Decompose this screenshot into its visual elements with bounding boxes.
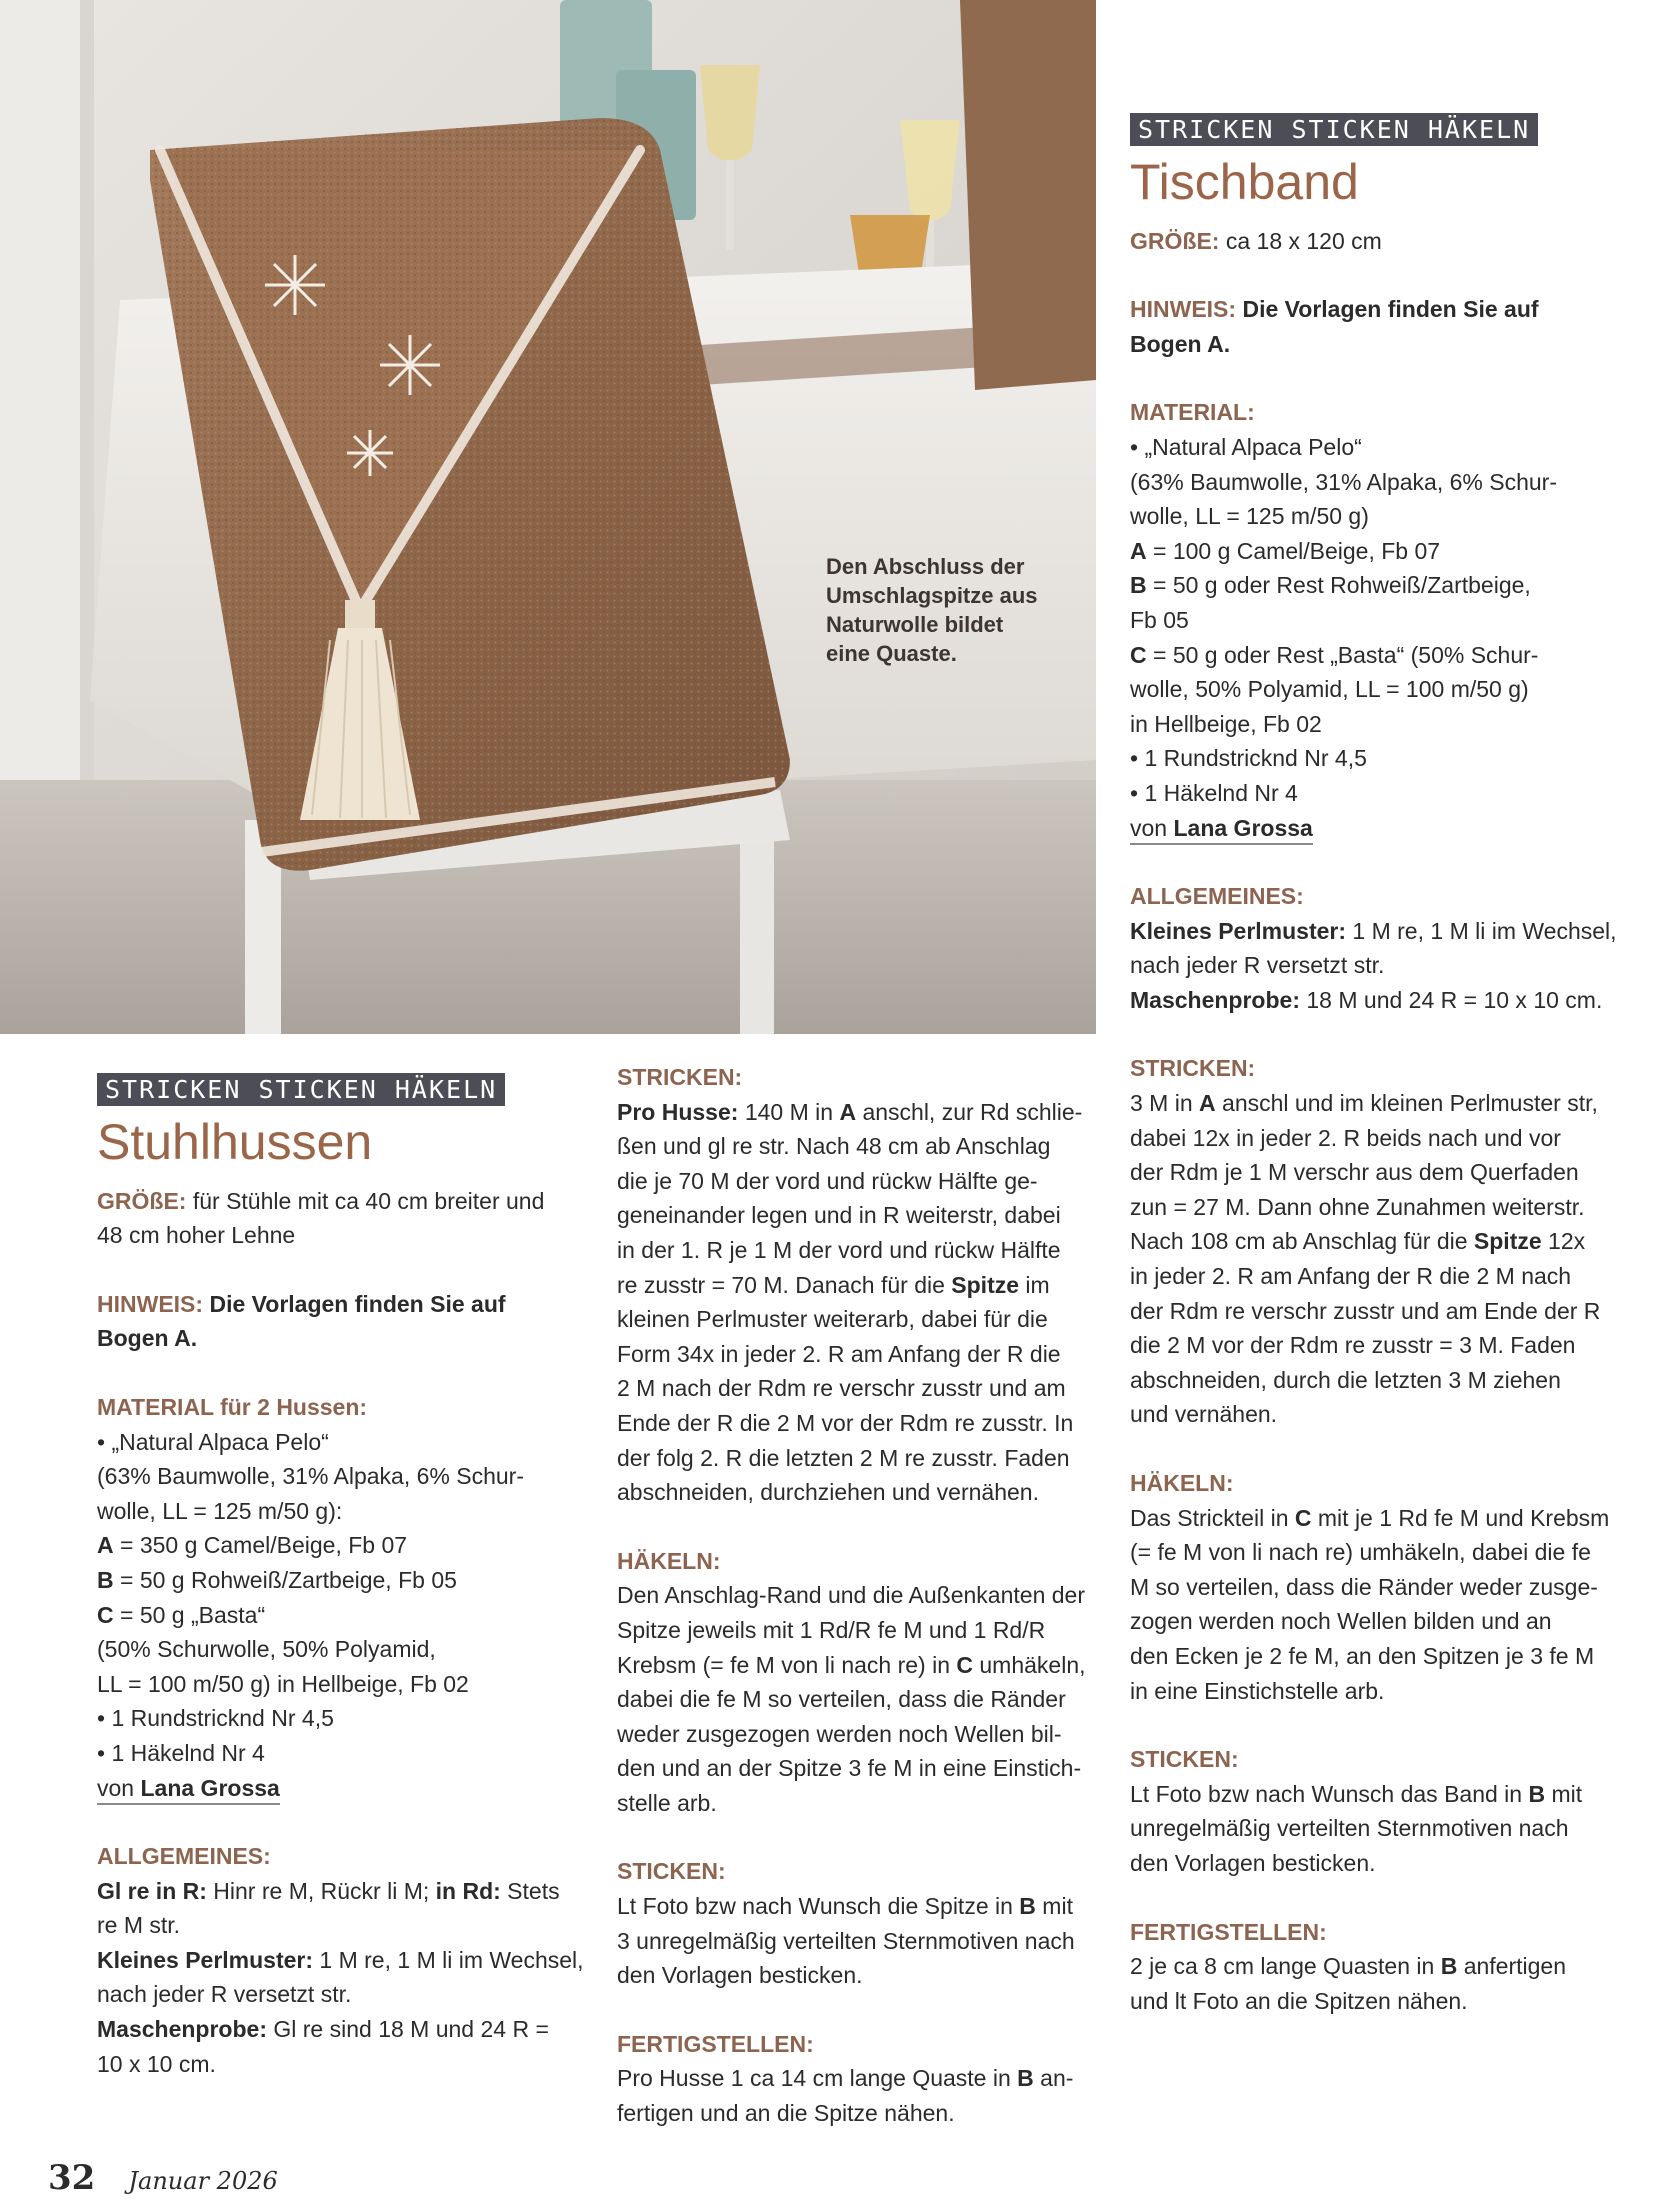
bold-term: C	[956, 1651, 973, 1678]
general-label: ALLGEMEINES:	[97, 1843, 271, 1870]
text-run: die 2 M vor der Rdm re zusstr = 3 M. Faden	[1130, 1332, 1576, 1359]
instruction-line	[617, 1233, 1107, 1268]
instruction-line	[617, 1648, 1107, 1683]
material-b	[1130, 568, 1630, 603]
instruction-line	[1130, 1155, 1630, 1190]
text-run: und lt Foto an die Spitzen nähen.	[1130, 1987, 1468, 2014]
text-run: in der 1. R je 1 M der vord und rückw Hälfte	[617, 1236, 1061, 1263]
text-run: mit je 1 Rd fe M und Krebsm	[1311, 1504, 1610, 1531]
instruction-line	[617, 1268, 1107, 1303]
finish-label: FERTIGSTELLEN:	[1130, 1918, 1327, 1945]
instruction-line	[1130, 1397, 1630, 1432]
instruction-line	[617, 1958, 1107, 1993]
gauge-label: Maschenprobe:	[97, 2016, 267, 2043]
text-run: 3 M in	[1130, 1090, 1200, 1117]
instruction-line	[617, 1786, 1107, 1821]
text-run: Das Strickteil in	[1130, 1504, 1295, 1531]
embroider-instructions	[617, 1889, 1107, 1993]
pattern-text: 1 M re, 1 M li im Wechsel,	[1346, 917, 1617, 944]
material-key: C	[1130, 641, 1147, 668]
text-run: der Rdm re verschr zusstr und am Ende der R	[1130, 1297, 1601, 1324]
photo-caption	[826, 552, 1066, 668]
size-text: für Stühle mit ca 40 cm breiter und	[186, 1187, 545, 1214]
material-text: = 50 g oder Rest „Basta“ (50% Schur-	[1146, 641, 1539, 668]
text-run: kleinen Perlmuster weiterarb, dabei für die	[617, 1306, 1048, 1333]
material-label: MATERIAL für 2 Hussen:	[97, 1393, 368, 1420]
caption-line: eine Quaste.	[826, 641, 957, 666]
hint-text: Bogen A.	[97, 1325, 198, 1352]
text-run: anfertigen	[1457, 1953, 1567, 1980]
bold-term: A	[839, 1098, 857, 1125]
text-run: Ende der R die 2 M vor der Rdm re zusstr. In	[617, 1409, 1074, 1436]
material-text: = 350 g Camel/Beige, Fb 07	[113, 1532, 408, 1559]
pattern-text: 1 M re, 1 M li im Wechsel,	[313, 1946, 584, 1973]
brand-line	[97, 1771, 587, 1806]
material-text: = 50 g Rohweiß/Zartbeige, Fb 05	[113, 1566, 457, 1593]
instruction-line	[617, 1406, 1107, 1441]
text-run: Lt Foto bzw nach Wunsch das Band in	[1130, 1780, 1529, 1807]
text-run: weder zusgezogen werden noch Wellen bil-	[617, 1720, 1062, 1747]
instruction-line	[1130, 1224, 1630, 1259]
material-line: wolle, 50% Polyamid, LL = 100 m/50 g)	[1130, 676, 1529, 703]
text-run: den und an der Spitze 3 fe M in eine Einstich-	[617, 1755, 1082, 1782]
material-key: C	[97, 1601, 114, 1628]
gauge-line: 10 x 10 cm.	[97, 2050, 216, 2077]
material-text: = 100 g Camel/Beige, Fb 07	[1146, 537, 1441, 564]
text-run: zogen werden noch Wellen bilden und an	[1130, 1608, 1552, 1635]
text-run: Lt Foto bzw nach Wunsch die Spitze in	[617, 1893, 1020, 1920]
text-run: geneinander legen und in R weiterstr, dabei	[617, 1202, 1061, 1229]
text-run: Spitze jeweils mit 1 Rd/R fe M und 1 Rd/R	[617, 1616, 1046, 1643]
size-line	[1130, 224, 1630, 259]
stuhlhussen-column	[97, 1073, 587, 2081]
tischband-title: Tischband	[1130, 153, 1359, 210]
text-run: Den Anschlag-Rand und die Außenkanten der	[617, 1582, 1085, 1609]
text-run: dabei die fe M so verteilen, dass die Ränder	[617, 1686, 1066, 1713]
size-label: GRÖßE:	[97, 1187, 187, 1214]
knit-label: STRICKEN:	[617, 1064, 743, 1090]
instruction-line	[1130, 1639, 1630, 1674]
tischband-column	[1130, 113, 1630, 2018]
finish-instructions	[617, 2061, 1107, 2130]
caption-line: Den Abschluss der	[826, 554, 1025, 579]
gauge-line	[97, 2012, 587, 2047]
text-run: und vernähen.	[1130, 1401, 1278, 1428]
text-run: der folg 2. R die letzten 2 M re zusstr. Faden	[617, 1444, 1070, 1471]
brand-prefix: von	[97, 1774, 141, 1801]
crochet-instructions	[1130, 1501, 1630, 1709]
material-c	[97, 1598, 587, 1633]
size-label: GRÖßE:	[1130, 227, 1220, 254]
instruction-line	[617, 1924, 1107, 1959]
brand-name: Lana Grossa	[1173, 814, 1313, 841]
instruction-line	[617, 2096, 1107, 2131]
bold-term: Pro Husse:	[617, 1098, 739, 1125]
bold-term: B	[1017, 2065, 1034, 2092]
brand-underline	[97, 1773, 280, 1805]
text-run: 2 M nach der Rdm re verschr zusstr und am	[617, 1375, 1066, 1402]
text-run: unregelmäßig verteilten Sternmotiven nach	[1130, 1815, 1569, 1842]
page-number: 32	[48, 2158, 96, 2198]
material-key: B	[97, 1566, 114, 1593]
material-label: MATERIAL:	[1130, 399, 1255, 426]
text-run: Pro Husse 1 ca 14 cm lange Quaste in	[617, 2065, 1018, 2092]
text-run: abschneiden, durchziehen und vernähen.	[617, 1479, 1039, 1506]
material-key: A	[97, 1532, 114, 1559]
text-run: anschl und im kleinen Perlmuster str,	[1215, 1090, 1598, 1117]
finish-label: FERTIGSTELLEN:	[617, 2030, 814, 2057]
caption-line: Naturwolle bildet	[826, 612, 1004, 637]
knit-instructions	[617, 1095, 1107, 1510]
hint-text: Die Vorlagen finden Sie auf	[209, 1290, 506, 1317]
material-c	[1130, 638, 1630, 673]
gauge-label: Maschenprobe:	[1130, 986, 1300, 1013]
text-run: umhäkeln,	[973, 1651, 1086, 1678]
instruction-line	[617, 1751, 1107, 1786]
instruction-line	[617, 1302, 1107, 1337]
material-b	[97, 1563, 587, 1598]
instruction-line	[617, 1613, 1107, 1648]
text-run: Nach 108 cm ab Anschlag für die	[1130, 1228, 1474, 1255]
caption-line: Umschlagspitze aus	[826, 583, 1038, 608]
text-run: M so verteilen, dass die Ränder weder zusge-	[1130, 1573, 1598, 1600]
text-run: der Rdm je 1 M verschr aus dem Querfaden	[1130, 1159, 1579, 1186]
stockinette-line: re M str.	[97, 1912, 181, 1939]
material-line: wolle, LL = 125 m/50 g):	[97, 1497, 343, 1524]
material-line: (50% Schurwolle, 50% Polyamid,	[97, 1636, 436, 1663]
pattern-line	[97, 1943, 587, 1978]
instruction-line	[617, 1164, 1107, 1199]
text-run: den Vorlagen besticken.	[1130, 1849, 1376, 1876]
brand-line	[1130, 811, 1630, 846]
material-line: • 1 Häkelnd Nr 4	[97, 1739, 265, 1766]
crochet-label: HÄKELN:	[1130, 1470, 1234, 1496]
chair-cover-photo	[0, 0, 1096, 1034]
material-line: (63% Baumwolle, 31% Alpaka, 6% Schur-	[1130, 468, 1557, 495]
instruction-line	[1130, 1259, 1630, 1294]
instruction-line	[617, 1129, 1107, 1164]
instruction-line	[617, 1475, 1107, 1510]
embroider-label: STICKEN:	[1130, 1746, 1239, 1773]
knit-label: STRICKEN:	[1130, 1055, 1256, 1082]
instruction-line	[617, 1371, 1107, 1406]
embroider-instructions	[1130, 1777, 1630, 1881]
instruction-line	[617, 2061, 1107, 2096]
hint-line	[97, 1287, 587, 1322]
instruction-line	[1130, 1949, 1630, 1984]
material-line: LL = 100 m/50 g) in Hellbeige, Fb 02	[97, 1670, 469, 1697]
instruction-line	[1130, 1328, 1630, 1363]
text-run: Form 34x in jeder 2. R am Anfang der R die	[617, 1340, 1061, 1367]
instruction-line	[617, 1337, 1107, 1372]
instruction-line	[617, 1682, 1107, 1717]
text-run: 2 je ca 8 cm lange Quasten in	[1130, 1953, 1441, 1980]
text-run: ßen und gl re str. Nach 48 cm ab Anschlag	[617, 1133, 1051, 1160]
stockinette-label: Gl re in R:	[97, 1877, 207, 1904]
instruction-line	[1130, 1535, 1630, 1570]
embroider-label: STICKEN:	[617, 1858, 726, 1885]
bold-term: A	[1199, 1090, 1216, 1117]
instruction-line	[1130, 1984, 1630, 2019]
crochet-label: HÄKELN:	[617, 1547, 721, 1574]
stockinette-text: Stets	[500, 1877, 560, 1904]
material-line: • 1 Rundstricknd Nr 4,5	[97, 1705, 334, 1732]
stockinette-line	[97, 1874, 587, 1909]
bold-term: C	[1294, 1504, 1312, 1531]
pattern-label: Kleines Perlmuster:	[1130, 917, 1347, 944]
hint-text: Bogen A.	[1130, 330, 1231, 357]
text-run: Krebsm (= fe M von li nach re) in	[617, 1651, 957, 1678]
instruction-line	[1130, 1190, 1630, 1225]
text-run: im	[1019, 1271, 1050, 1298]
hint-label: HINWEIS:	[97, 1290, 204, 1317]
material-line: • „Natural Alpaca Pelo“	[1130, 433, 1362, 460]
material-line: • 1 Rundstricknd Nr 4,5	[1130, 745, 1367, 772]
text-run: mit	[1035, 1893, 1073, 1920]
text-run: (= fe M von li nach re) umhäkeln, dabei die fe	[1130, 1539, 1591, 1566]
material-a	[1130, 534, 1630, 569]
material-key: B	[1130, 572, 1147, 599]
material-text: = 50 g oder Rest Rohweiß/Zartbeige,	[1146, 572, 1531, 599]
bold-term: B	[1528, 1780, 1546, 1807]
text-run: in jeder 2. R am Anfang der R die 2 M nach	[1130, 1263, 1572, 1290]
pattern-line: nach jeder R versetzt str.	[1130, 952, 1385, 979]
general-label: ALLGEMEINES:	[1130, 883, 1304, 910]
page-footer	[48, 2158, 278, 2198]
pattern-line	[1130, 914, 1630, 949]
photo-illustration	[0, 0, 1096, 1034]
text-run: 3 unregelmäßig verteilten Sternmotiven nach	[617, 1927, 1075, 1954]
instruction-line	[1130, 1674, 1630, 1709]
material-a	[97, 1528, 587, 1563]
text-run: fertigen und an die Spitze nähen.	[617, 2100, 955, 2127]
bold-term: Spitze	[951, 1271, 1020, 1298]
instruction-line	[617, 1095, 1107, 1130]
hint-line	[1130, 292, 1630, 327]
text-run: zun = 27 M. Dann ohne Zunahmen weiterstr.	[1130, 1193, 1585, 1220]
text-run: re zusstr = 70 M. Danach für die	[617, 1271, 952, 1298]
text-run: in eine Einstichstelle arb.	[1130, 1677, 1385, 1704]
stuhlhussen-title: Stuhlhussen	[97, 1113, 373, 1170]
text-run: mit	[1545, 1780, 1583, 1807]
text-run: dabei 12x in jeder 2. R beids nach und vor	[1130, 1124, 1561, 1151]
brand-underline	[1130, 813, 1313, 845]
stuhlhussen-instructions-column	[617, 1060, 1107, 2131]
knit-instructions	[1130, 1086, 1630, 1432]
instruction-line	[1130, 1121, 1630, 1156]
text-run: 12x	[1541, 1228, 1586, 1255]
instruction-line	[1130, 1086, 1630, 1121]
bold-term: B	[1019, 1893, 1036, 1920]
hint-label: HINWEIS:	[1130, 296, 1237, 323]
stockinette-label: in Rd:	[435, 1877, 501, 1904]
instruction-line	[1130, 1777, 1630, 1812]
text-run: den Vorlagen besticken.	[617, 1962, 863, 1989]
material-line: in Hellbeige, Fb 02	[1130, 710, 1322, 737]
text-run: den Ecken je 2 fe M, an den Spitzen je 3 fe M	[1130, 1642, 1595, 1669]
material-text: = 50 g „Basta“	[113, 1601, 266, 1628]
instruction-line	[1130, 1363, 1630, 1398]
gauge-text: 18 M und 24 R = 10 x 10 cm.	[1299, 986, 1603, 1013]
instruction-line	[617, 1717, 1107, 1752]
text-run: anschl, zur Rd schlie-	[856, 1098, 1083, 1125]
text-run: stelle arb.	[617, 1789, 717, 1816]
material-key: A	[1130, 537, 1147, 564]
pattern-label: Kleines Perlmuster:	[97, 1946, 314, 1973]
bold-term: B	[1440, 1953, 1458, 1980]
material-line: • „Natural Alpaca Pelo“	[97, 1428, 329, 1455]
stockinette-text: Hinr re M, Rückr li M;	[206, 1877, 436, 1904]
text-run: an-	[1033, 2065, 1074, 2092]
material-line: Fb 05	[1130, 606, 1189, 633]
text-run: 140 M in	[738, 1098, 840, 1125]
brand-prefix: von	[1130, 814, 1174, 841]
section-kicker: STRICKEN STICKEN HÄKELN	[1130, 113, 1538, 146]
instruction-line	[1130, 1811, 1630, 1846]
text-run: abschneiden, durch die letzten 3 M ziehen	[1130, 1366, 1561, 1393]
instruction-line	[617, 1441, 1107, 1476]
issue-date: Januar 2026	[128, 2167, 278, 2195]
bold-term: Spitze	[1473, 1228, 1542, 1255]
crochet-instructions	[617, 1578, 1107, 1820]
brand-name: Lana Grossa	[140, 1774, 280, 1801]
section-kicker: STRICKEN STICKEN HÄKELN	[97, 1073, 505, 1106]
size-line: 48 cm hoher Lehne	[97, 1222, 296, 1249]
gauge-text: Gl re sind 18 M und 24 R =	[266, 2016, 549, 2043]
material-line: (63% Baumwolle, 31% Alpaka, 6% Schur-	[97, 1463, 524, 1490]
instruction-line	[1130, 1294, 1630, 1329]
instruction-line	[1130, 1846, 1630, 1881]
material-line: wolle, LL = 125 m/50 g)	[1130, 503, 1369, 530]
material-line: • 1 Häkelnd Nr 4	[1130, 779, 1298, 806]
instruction-line	[617, 1889, 1107, 1924]
size-line	[97, 1184, 587, 1219]
gauge-line	[1130, 983, 1630, 1018]
finish-instructions	[1130, 1949, 1630, 2018]
size-text: ca 18 x 120 cm	[1225, 227, 1382, 254]
instruction-line	[1130, 1501, 1630, 1536]
pattern-line: nach jeder R versetzt str.	[97, 1981, 352, 2008]
instruction-line	[617, 1198, 1107, 1233]
instruction-line	[1130, 1604, 1630, 1639]
instruction-line	[617, 1578, 1107, 1613]
instruction-line	[1130, 1570, 1630, 1605]
text-run: die je 70 M der vord und rückw Hälfte ge-	[617, 1167, 1038, 1194]
hint-text: Die Vorlagen finden Sie auf	[1242, 296, 1539, 323]
